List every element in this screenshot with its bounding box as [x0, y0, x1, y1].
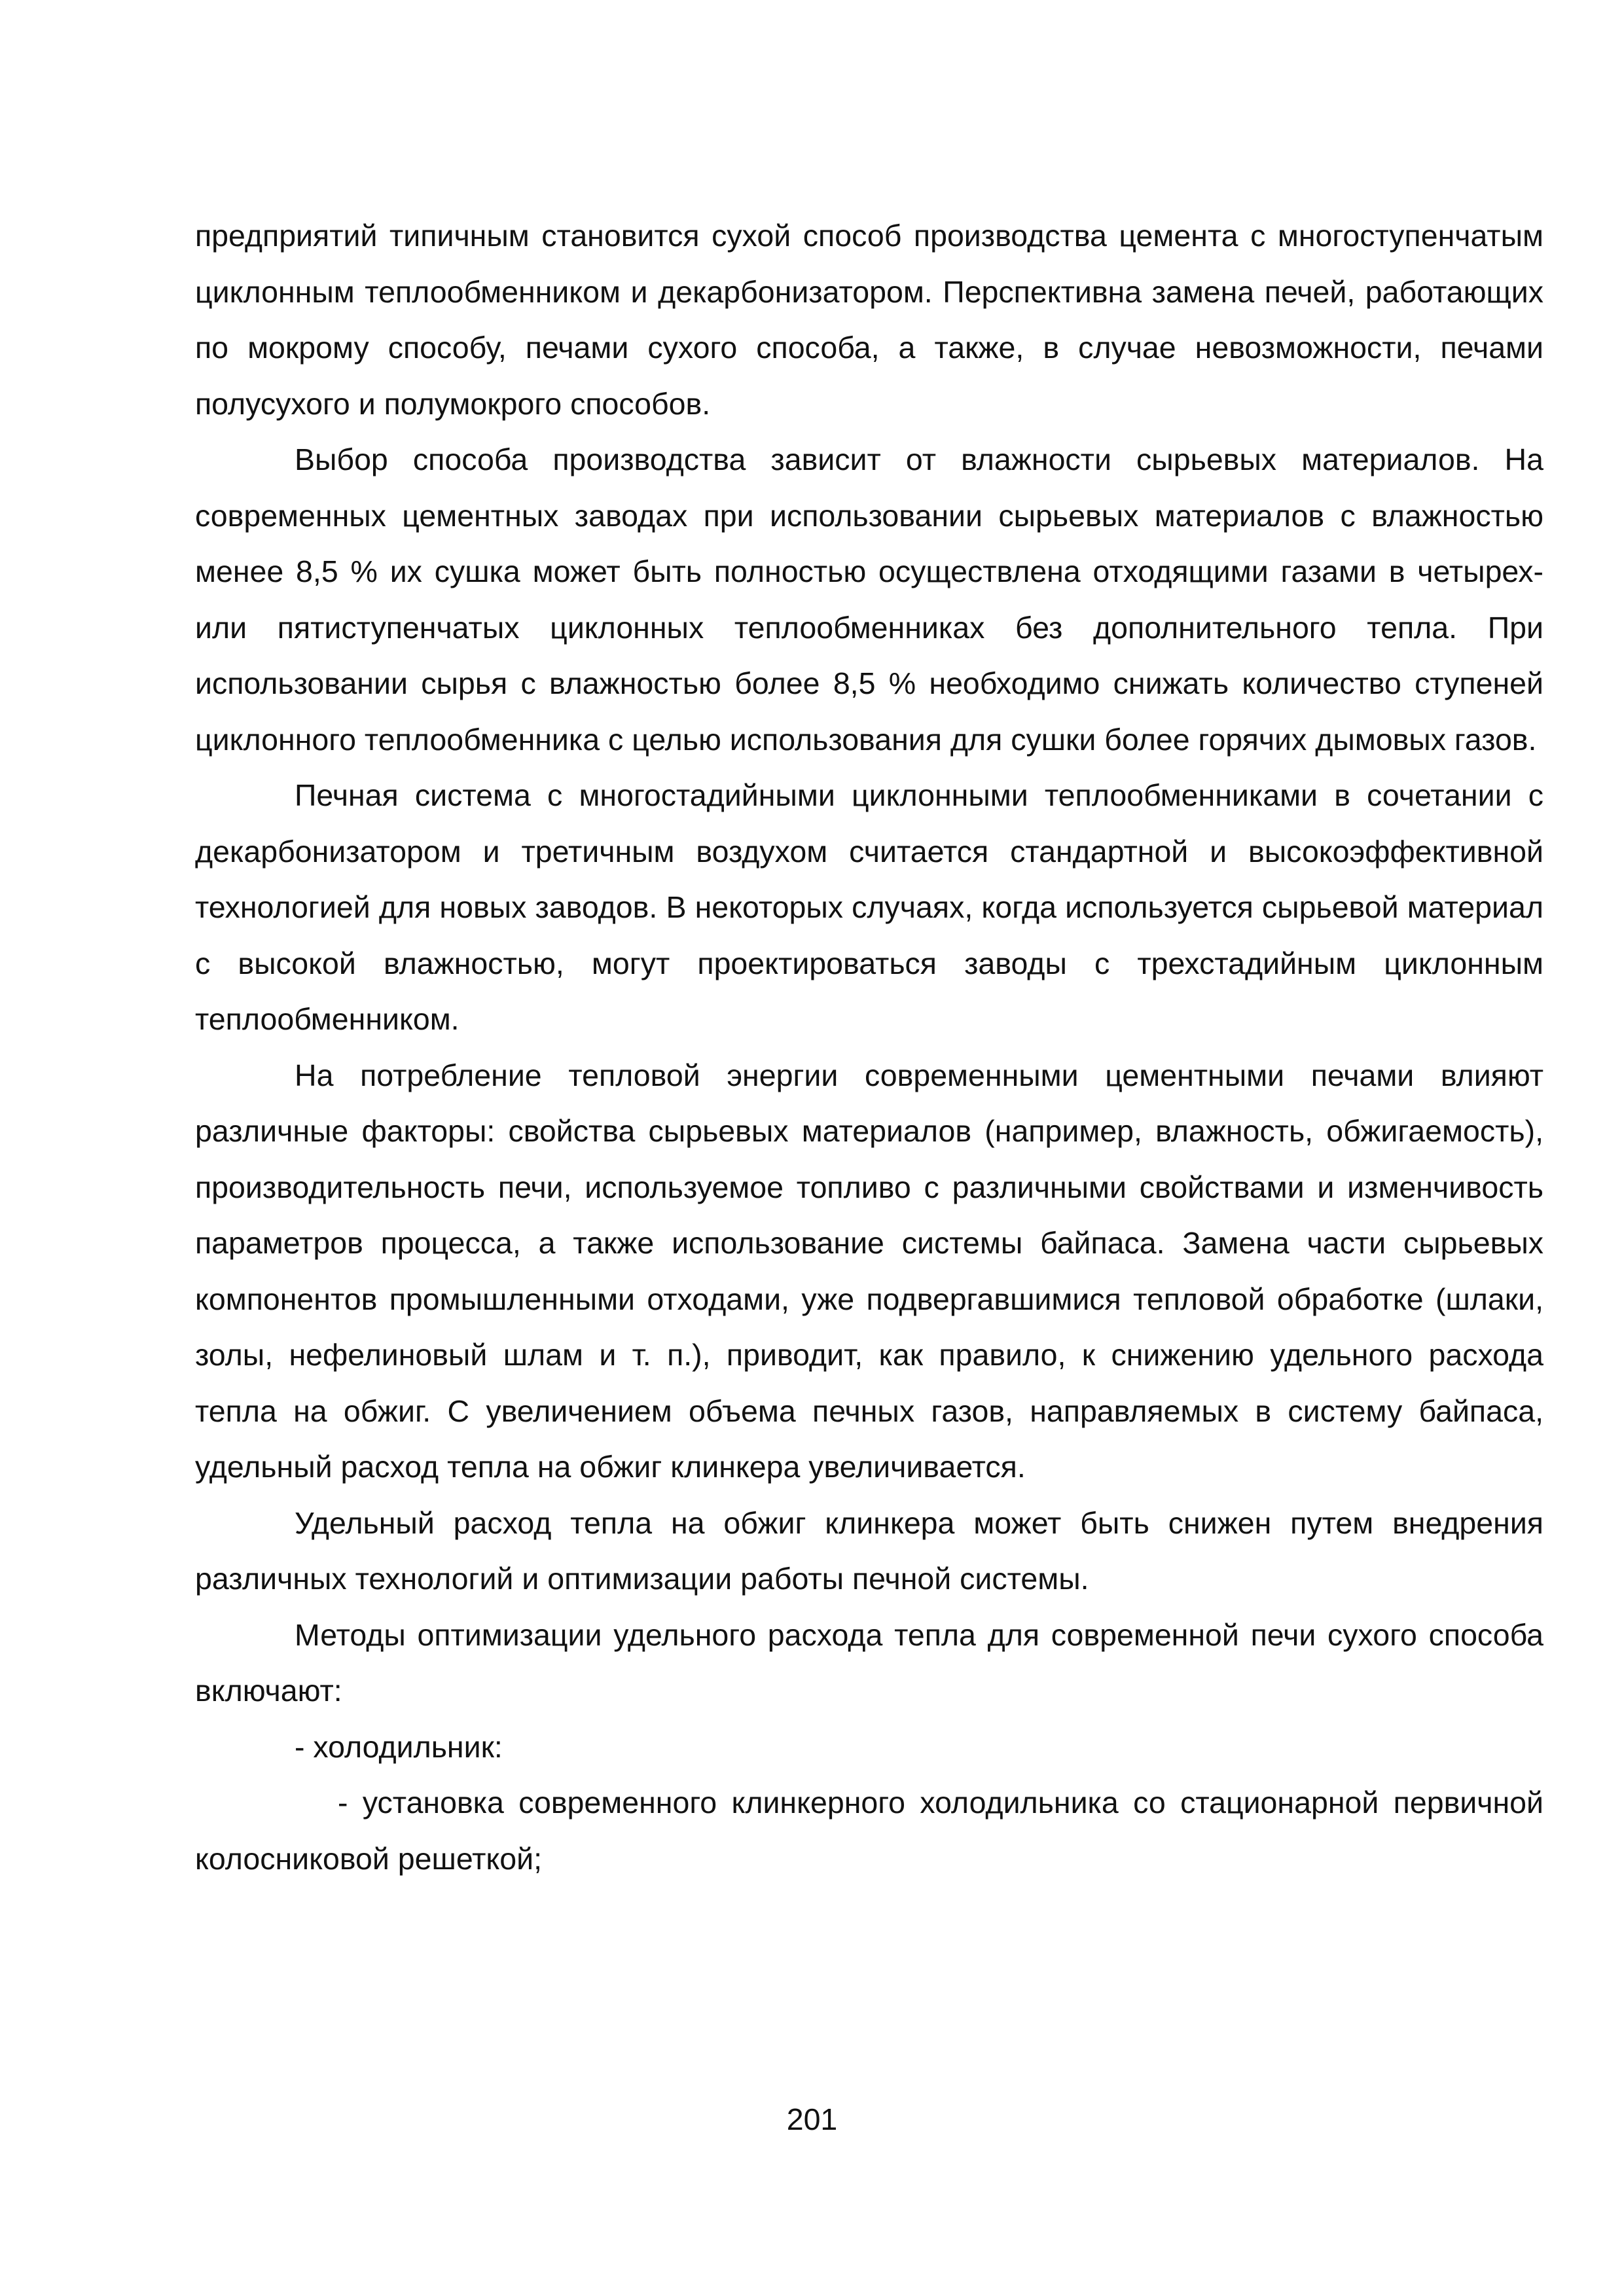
paragraph-kiln-system: Печная система с многостадийными циклонными теплообменниками в сочетании с декарбонизатором и третичным воздухом считается стандартной и высокоэффективной технологией для новых заводов. В некоторых случаях, когда используется сырьевой материал с высокой влажностью, могут проектироваться заводы с трехстадийным циклонным теплообменником.: [195, 778, 1543, 1036]
paragraph-heat-reduction: Удельный расход тепла на обжиг клинкера может быть снижен путем внедрения различных технологий и оптимизации работы печной системы.: [195, 1505, 1543, 1596]
list-item-cooler-grate: - установка современного клинкерного холодильника со стационарной первичной колосниковой решеткой;: [195, 1785, 1543, 1876]
paragraph-moisture-choice: Выбор способа производства зависит от влажности сырьевых материалов. На современных цементных заводах при использовании сырьевых материалов с влажностью менее 8,5 % их сушка может быть полностью осуществлена отходящими газами в четырех- или пятиступенчатых циклонных теплообменниках без дополнительного тепла. При использовании сырья с влажностью более 8,5 % необходимо снижать количество ступеней циклонного теплообменника с целью использования для сушки более горячих дымовых газов.: [195, 442, 1543, 757]
paragraph-methods-intro: Методы оптимизации удельного расхода тепла для современной печи сухого способа включают:: [195, 1617, 1543, 1708]
paragraph-continuation: предприятий типичным становится сухой способ производства цемента с многоступенчатым циклонным теплообменником и декарбонизатором. Перспективна замена печей, работающих по мокрому способу, печами сухого способа, а также, в случае невозможности, печами полусухого и полумокрого способов.: [195, 219, 1543, 421]
page-number: 201: [786, 2102, 838, 2136]
paragraph-energy-factors: На потребление тепловой энергии современными цементными печами влияют различные факторы: свойства сырьевых материалов (например, влажность, обжигаемость), производительность печи, используемое топливо с различными свойствами и изменчивость параметров процесса, а также использование системы байпаса. Замена части сырьевых компонентов промышленными отходами, уже подвергавшимися тепловой обработке (шлаки, золы, нефелиновый шлам и т. п.), приводит, как правило, к снижению удельного расхода тепла на обжиг. С увеличением объема печных газов, направляемых в систему байпаса, удельный расход тепла на обжиг клинкера увеличивается.: [195, 1058, 1543, 1484]
list-item-cooler: - холодильник:: [295, 1729, 503, 1764]
page-body: [195, 208, 1543, 1887]
